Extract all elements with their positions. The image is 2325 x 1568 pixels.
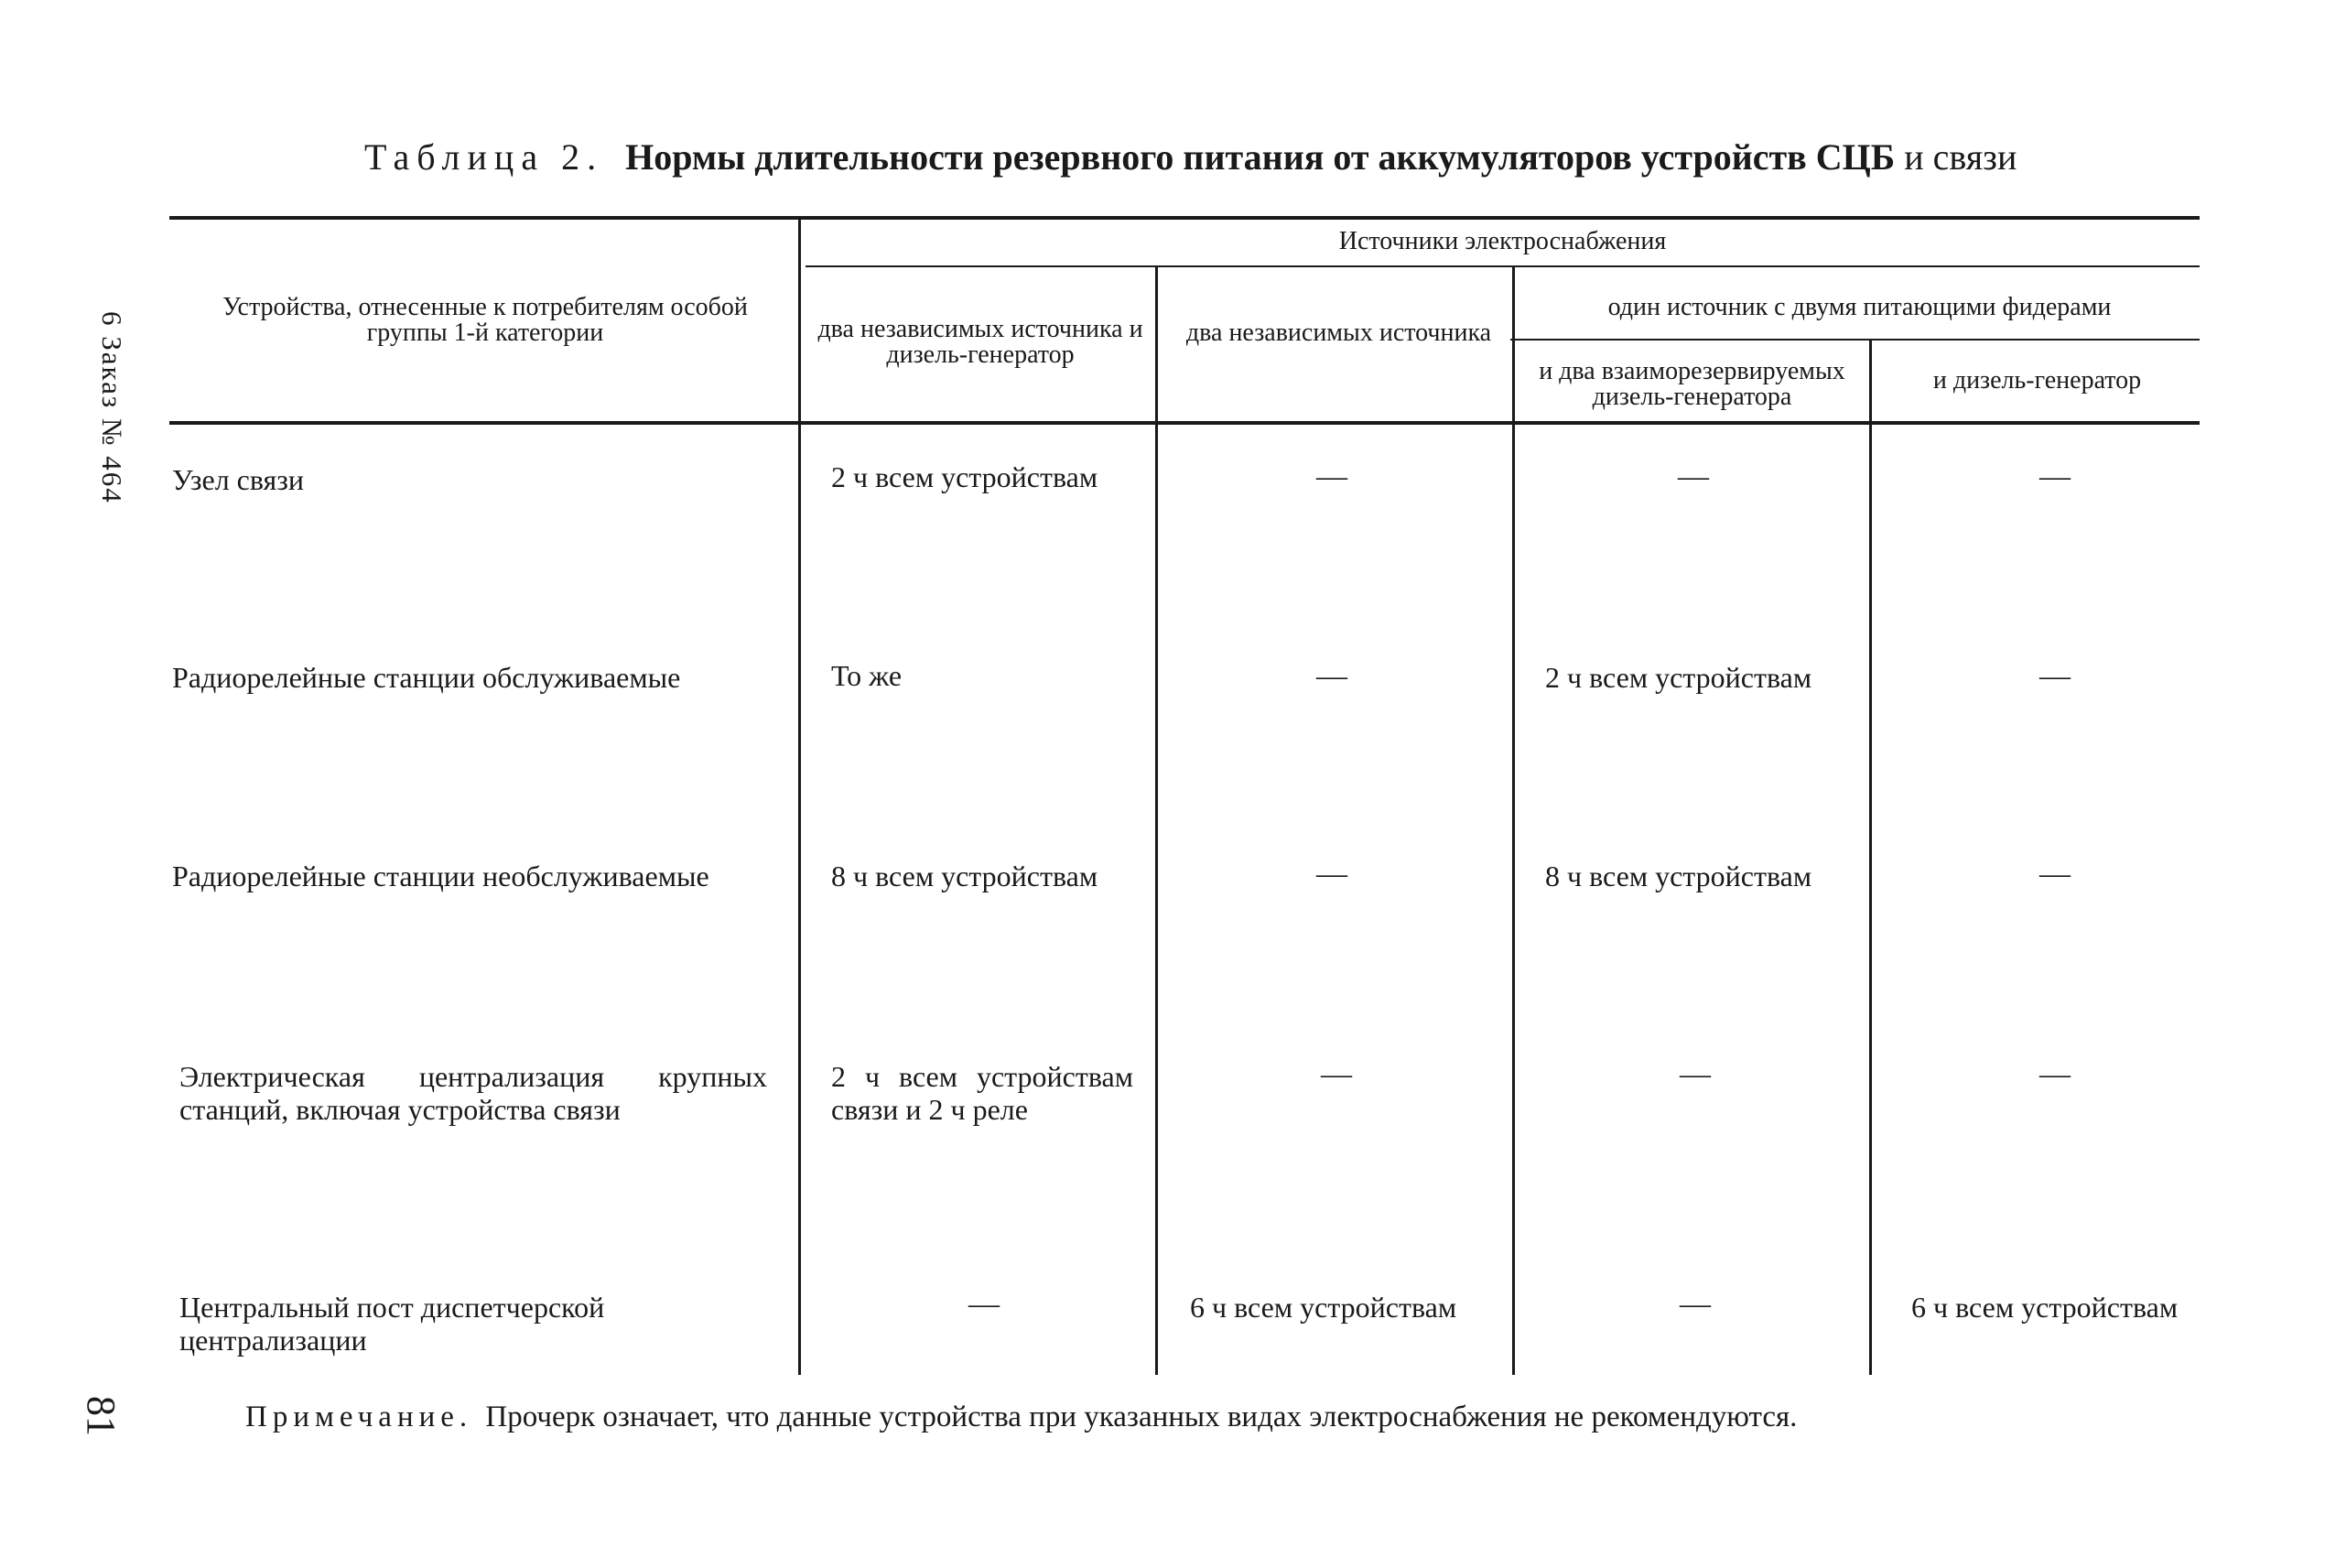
side-order-label: 6 Заказ № 464 xyxy=(96,311,128,504)
sources-group-rule xyxy=(806,265,2200,267)
dash-cell: — xyxy=(1316,659,1347,693)
dash-cell: — xyxy=(1321,1057,1352,1091)
dash-cell: — xyxy=(2039,857,2071,891)
dash-cell: — xyxy=(968,1287,1000,1321)
row-name: Радиорелейные станции обслуживаемые xyxy=(172,661,681,694)
dash-cell: — xyxy=(2039,460,2071,493)
table-note xyxy=(245,1400,1797,1434)
note-text: Прочерк означает, что данные устройства при указанных видах электроснабжения не рекомендуются. xyxy=(485,1400,1798,1433)
caption-title: Нормы длительности резервного питания от аккумуляторов устройств СЦБ xyxy=(625,136,1896,178)
header-two-sources: два независимых источника xyxy=(1185,319,1492,347)
row-value: 8 ч всем устройствам xyxy=(831,860,1098,892)
row-value: 2 ч всем устройствам xyxy=(1545,661,1812,694)
row-value: 2 ч всем устройствам xyxy=(831,460,1098,493)
dash-cell: — xyxy=(1316,460,1347,493)
note-label: Примечание. xyxy=(245,1400,473,1433)
caption-tail: и связи xyxy=(1904,136,2017,178)
header-bottom-rule xyxy=(169,421,2200,425)
row-name: Центральный пост диспетчерской централизации xyxy=(179,1291,605,1357)
column-divider-4 xyxy=(1869,341,1872,1375)
header-devices: Устройства, отнесенные к потребителям особой группы 1-й категории xyxy=(222,293,748,347)
column-divider-3 xyxy=(1512,267,1515,1375)
row-name: Узел связи xyxy=(172,463,305,496)
row-value: 6 ч всем устройствам xyxy=(1911,1291,2179,1324)
table-caption xyxy=(364,135,2017,178)
column-divider-2 xyxy=(1155,267,1158,1375)
page-number: 81 xyxy=(79,1396,124,1436)
dash-cell: — xyxy=(2039,659,2071,693)
row-value: То же xyxy=(831,659,903,692)
column-divider-1 xyxy=(798,220,801,1375)
feeders-group-rule xyxy=(1510,339,2200,341)
header-diesel: и дизель-генератор xyxy=(1932,366,2142,395)
dash-cell: — xyxy=(1678,460,1709,493)
dash-cell: — xyxy=(1680,1057,1711,1091)
row-value: 2 ч всем устройствам связи и 2 ч реле xyxy=(831,1060,1133,1126)
caption-lead: Таблица 2. xyxy=(364,136,604,178)
row-value: 6 ч всем устройствам xyxy=(1190,1291,1457,1324)
row-name: Электрическая централизация крупных станций, включая устройства связи xyxy=(179,1060,767,1126)
header-one-source-feeders: один источник с двумя питающими фидерами xyxy=(1607,293,2112,321)
row-name: Радиорелейные станции необслуживаемые xyxy=(172,860,709,892)
header-two-diesel-reserve: и два взаиморезервируемых дизель-генератора xyxy=(1539,357,1845,411)
dash-cell: — xyxy=(1316,857,1347,891)
row-value: 8 ч всем устройствам xyxy=(1545,860,1812,892)
dash-cell: — xyxy=(2039,1057,2071,1091)
header-sources-group: Источники электроснабжения xyxy=(1338,227,1667,255)
header-two-sources-diesel: два независимых источника и дизель-генератор xyxy=(817,315,1143,369)
table-top-rule xyxy=(169,216,2200,220)
dash-cell: — xyxy=(1680,1287,1711,1321)
